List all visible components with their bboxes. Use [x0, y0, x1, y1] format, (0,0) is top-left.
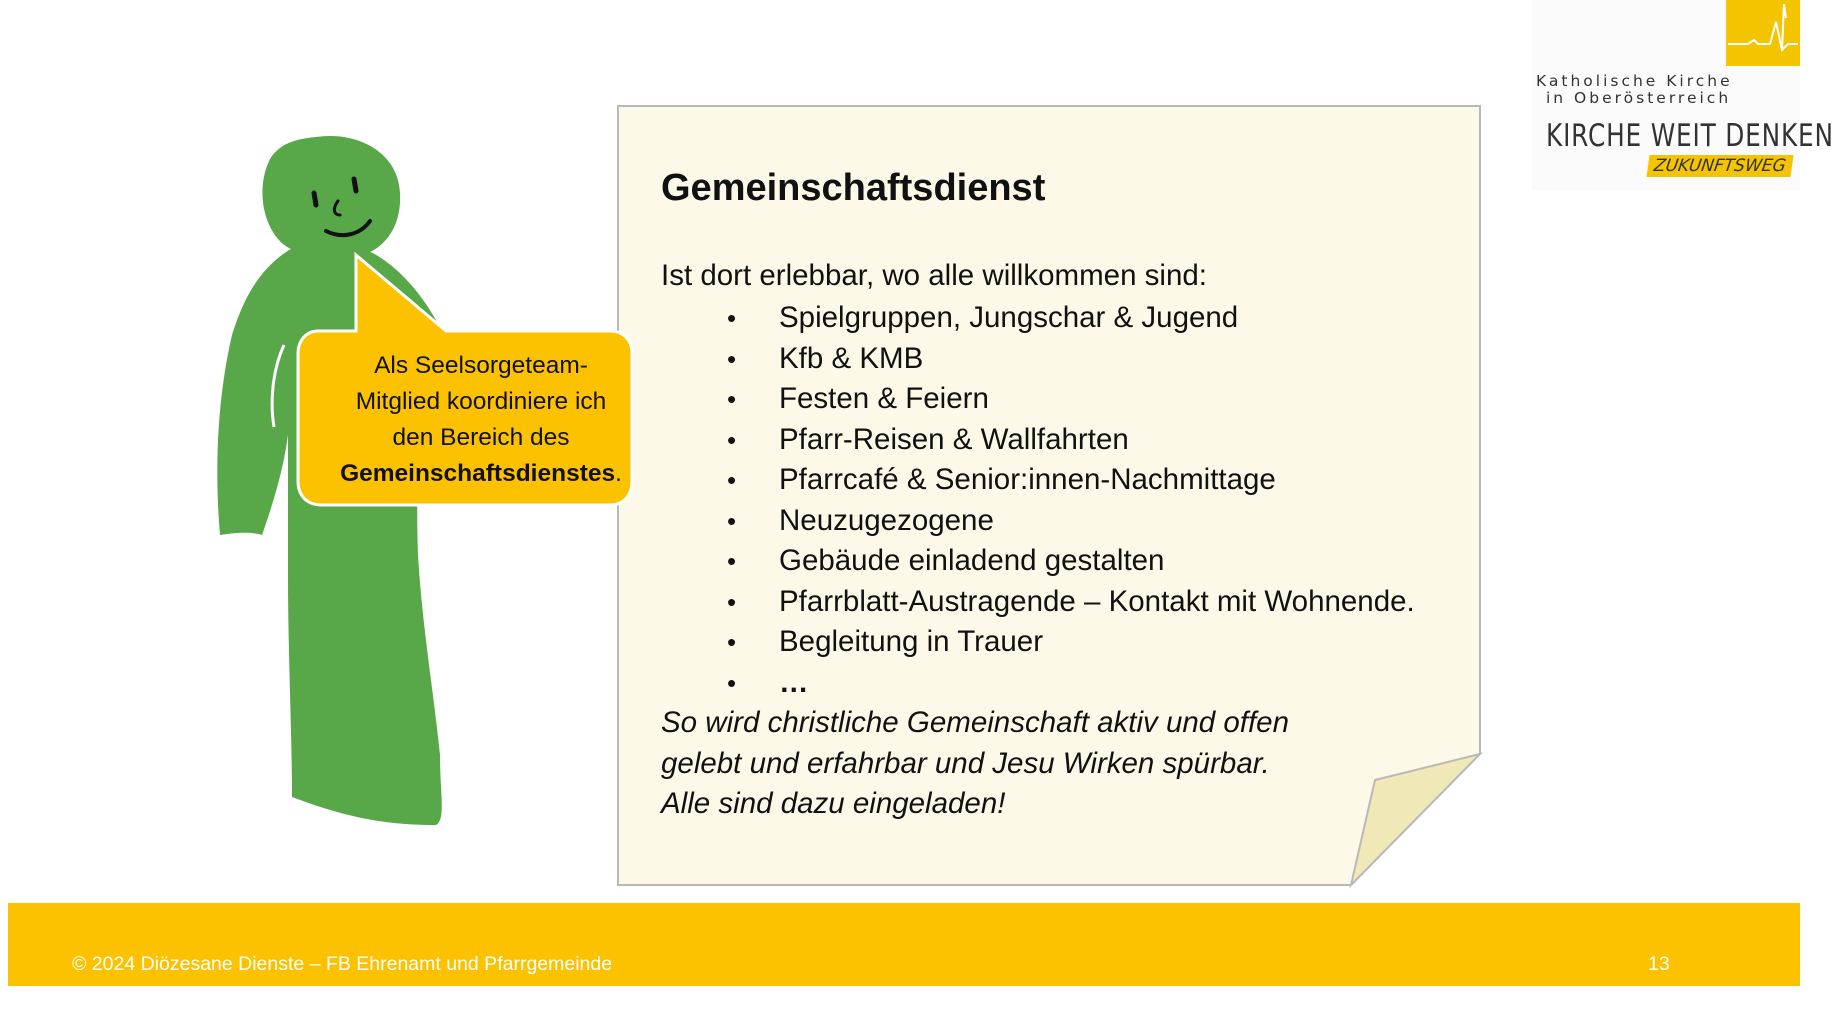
list-item: • Pfarrblatt-Austragende – Kontakt mit Wohnende.: [661, 582, 1461, 623]
logo-tagline: ZUKUNFTSWEG: [1646, 155, 1793, 177]
footer-copyright: © 2024 Diözesane Dienste – FB Ehrenamt und Pfarrgemeinde: [72, 953, 613, 975]
list-item: • …: [661, 663, 1461, 704]
logo-org-line1: Katholische Kirche: [1536, 72, 1733, 90]
bullet-icon: •: [727, 465, 737, 496]
bubble-period: .: [615, 460, 622, 487]
figure-head: [262, 136, 400, 258]
bubble-line: Als Seelsorgeteam-: [374, 352, 588, 379]
bullet-icon: •: [727, 343, 737, 374]
activity-list: [661, 298, 1461, 703]
list-item: • Gebäude einladend gestalten: [661, 541, 1461, 582]
list-item: • Spielgruppen, Jungschar & Jugend: [661, 298, 1461, 339]
conclusion-line: So wird christliche Gemeinschaft aktiv und offen: [661, 706, 1289, 740]
speech-bubble-text: [300, 348, 662, 492]
bullet-icon: •: [727, 546, 737, 577]
slide-page-number: 13: [1648, 953, 1670, 975]
bullet-icon: •: [727, 505, 737, 536]
list-item: • Neuzugezogene: [661, 501, 1461, 542]
bullet-icon: •: [727, 586, 737, 617]
bubble-line: den Bereich des: [392, 424, 570, 451]
bullet-icon: •: [727, 424, 737, 455]
note-conclusion: [661, 703, 1461, 825]
diocese-logo: [1532, 0, 1834, 190]
list-item: • Pfarrcafé & Senior:innen-Nachmittage: [661, 460, 1461, 501]
list-item: • Festen & Feiern: [661, 379, 1461, 420]
bullet-icon: •: [727, 384, 737, 415]
conclusion-line: Alle sind dazu eingeladen!: [661, 787, 1006, 821]
logo-org-line2: in Oberösterreich: [1546, 89, 1732, 107]
heartbeat-logo-icon: [1726, 0, 1800, 66]
logo-motto: KIRCHE WEIT DENKEN: [1546, 118, 1834, 154]
bubble-line: Mitglied koordiniere ich: [355, 388, 607, 415]
list-item: • Begleitung in Trauer: [661, 622, 1461, 663]
bubble-line: [300, 456, 662, 492]
list-item: • Kfb & KMB: [661, 339, 1461, 380]
bubble-highlight: Gemeinschaftsdienstes: [340, 460, 616, 487]
bullet-icon: •: [727, 627, 737, 658]
list-item: • Pfarr-Reisen & Wallfahrten: [661, 420, 1461, 461]
bullet-icon: •: [727, 303, 737, 334]
note-content: [661, 168, 1461, 825]
conclusion-line: gelebt und erfahrbar und Jesu Wirken spürbar.: [661, 746, 1270, 780]
note-title: Gemeinschaftsdienst: [661, 167, 1046, 209]
bullet-icon: •: [727, 667, 737, 698]
note-intro: Ist dort erlebbar, wo alle willkommen sind:: [661, 258, 1207, 292]
footer-bar: [8, 903, 1800, 986]
